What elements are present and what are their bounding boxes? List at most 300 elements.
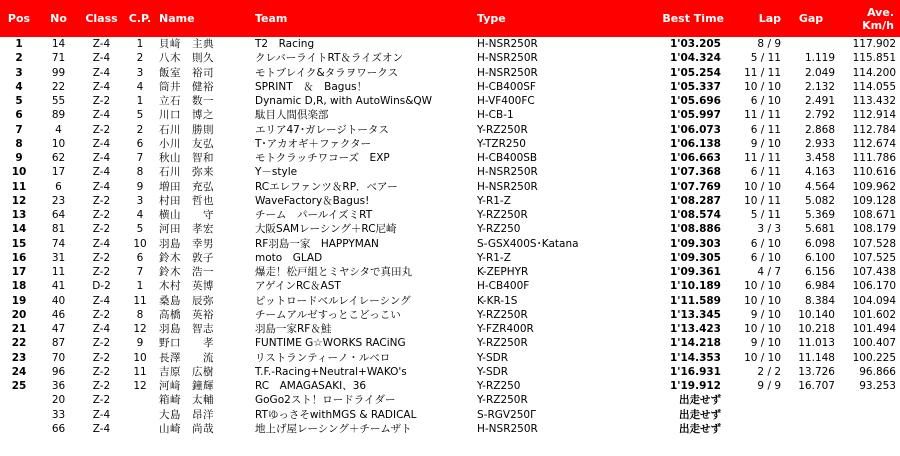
cell-best-time: 1'06.663 (669, 152, 721, 165)
cell-lap: 10 / 10 (744, 351, 781, 364)
cell-best-time: 1'06.138 (669, 137, 721, 150)
table-row (0, 222, 900, 236)
cell-class: Z-4 (92, 166, 111, 179)
cell-type: H-NSR250R (477, 66, 538, 79)
cell-lap: 9 / 9 (757, 380, 781, 393)
table-row (0, 208, 900, 222)
cell-best-time: 1'08.287 (669, 194, 721, 207)
cell-ave: 104.094 (852, 294, 896, 307)
cell-class: Z-2 (92, 223, 111, 236)
cell-cp: 11 (133, 294, 147, 307)
cell-best-time: 出走せず (679, 408, 721, 421)
cell-ave: 101.602 (852, 308, 896, 321)
cell-lap: 5 / 11 (750, 209, 781, 222)
cell-cp: 9 (136, 180, 144, 193)
cell-gap: 11.148 (798, 351, 835, 364)
cell-pos: 25 (11, 380, 27, 393)
cell-name: 河田 孝宏 (159, 223, 214, 236)
cell-team: RF羽島一家 HAPPYMAN (255, 237, 379, 250)
cell-class: Z-4 (92, 323, 111, 336)
cell-best-time: 1'13.345 (669, 308, 721, 321)
cell-ave: 106.170 (852, 280, 896, 293)
cell-lap: 11 / 11 (744, 152, 781, 165)
cell-gap (784, 37, 838, 51)
cell-type: H-CB400SF (477, 80, 536, 93)
cell-pos: 16 (11, 251, 27, 264)
cell-name: 鈴木 浩一 (159, 266, 214, 279)
cell-gap: 6.984 (804, 280, 835, 293)
cell-pos: 9 (15, 152, 23, 165)
cell-team: チーム パールイズミRT (255, 209, 373, 222)
cell-cp: 4 (136, 209, 144, 222)
cell-type: H-CB400F (477, 280, 530, 293)
cell-no: 6 (55, 180, 62, 193)
cell-lap: 10 / 10 (744, 280, 781, 293)
cell-lap: 8 / 9 (757, 38, 781, 51)
cell-no: 96 (51, 365, 66, 378)
cell-cp: 2 (136, 123, 144, 136)
cell-lap: 6 / 10 (750, 95, 781, 108)
cell-best-time: 出走せず (679, 394, 721, 407)
cell-cp: 1 (136, 280, 144, 293)
cell-gap: 2.868 (804, 123, 835, 136)
cell-team: T･アカオギ＋ファクター (255, 137, 372, 150)
cell-lap: 6 / 10 (750, 251, 781, 264)
cell-lap (727, 408, 784, 422)
header-name: Name (159, 12, 195, 25)
cell-pos: 13 (11, 209, 27, 222)
cell-best-time: 1'11.589 (669, 294, 721, 307)
cell-no: 33 (51, 408, 66, 421)
cell-team: moto GLAD (255, 251, 323, 264)
cell-ave: 100.407 (852, 337, 896, 350)
cell-type: Y-RZ250 (477, 380, 521, 393)
cell-class: Z-2 (92, 251, 111, 264)
cell-name: 秋山 智和 (159, 152, 214, 165)
cell-best-time: 1'09.303 (669, 237, 721, 250)
cell-ave: 112.784 (852, 123, 896, 136)
cell-team: T2 Racing (255, 38, 315, 51)
cell-ave: 109.128 (852, 194, 896, 207)
cell-no: 64 (51, 209, 66, 222)
cell-pos: 6 (15, 109, 23, 122)
cell-team: モトブレイク&タラヲワークス (255, 66, 399, 79)
table-row (0, 80, 900, 94)
cell-pos (0, 408, 38, 422)
cell-team: Y－style (255, 166, 298, 179)
cell-team: クレバーライトRT＆ライズオン (255, 52, 403, 65)
cell-name: 石川 勝則 (159, 123, 214, 136)
table-row (0, 237, 900, 251)
table-row (0, 322, 900, 336)
cell-name: 石川 弥来 (159, 166, 214, 179)
cell-gap: 4.564 (804, 180, 835, 193)
table-row (0, 279, 900, 293)
cell-ave: 100.225 (852, 351, 896, 364)
cell-best-time: 1'05.997 (669, 109, 721, 122)
header-no: No (50, 12, 67, 25)
cell-team: 爆走！松戸組とミヤシタで真田丸 (255, 266, 412, 279)
cell-pos: 22 (11, 337, 27, 350)
table-row (0, 308, 900, 322)
cell-cp: 10 (133, 237, 147, 250)
cell-best-time: 1'07.368 (669, 166, 721, 179)
cell-best-time: 1'09.305 (669, 251, 721, 264)
cell-pos: 19 (11, 294, 27, 307)
cell-ave (838, 422, 900, 436)
table-row (0, 94, 900, 108)
cell-best-time: 1'04.324 (669, 52, 721, 65)
cell-team: ピットロードベルレイレーシング (255, 294, 411, 307)
cell-pos: 21 (11, 323, 27, 336)
cell-no: 87 (51, 337, 66, 350)
header-gap: Gap (798, 12, 824, 25)
cell-pos: 14 (11, 223, 27, 236)
cell-team: 羽島一家RF＆鮭 (255, 323, 332, 336)
cell-name: 羽島 智志 (159, 323, 214, 336)
cell-name: 木村 英博 (159, 280, 214, 293)
cell-pos: 10 (11, 166, 27, 179)
header-row (0, 0, 900, 37)
cell-cp (124, 393, 156, 407)
cell-ave: 93.253 (859, 380, 896, 393)
cell-gap (784, 393, 838, 407)
cell-class: Z-4 (92, 80, 111, 93)
cell-pos (0, 422, 38, 436)
cell-gap: 11.013 (798, 337, 835, 350)
table-row (0, 265, 900, 279)
cell-lap: 9 / 10 (750, 308, 781, 321)
cell-ave: 117.902 (852, 38, 896, 51)
cell-team: 地上げ屋レーシング＋チームザト (255, 422, 412, 435)
cell-name: 鈴木 敦子 (159, 251, 214, 264)
cell-ave: 108.671 (852, 209, 896, 222)
cell-type: Y-RZ250R (477, 123, 528, 136)
cell-type: K-KR-1S (477, 294, 518, 307)
cell-class: Z-4 (92, 109, 111, 122)
cell-no: 31 (51, 251, 66, 264)
cell-no: 74 (51, 237, 66, 250)
cell-pos (0, 393, 38, 407)
cell-ave: 107.438 (852, 266, 896, 279)
cell-class: Z-2 (92, 351, 111, 364)
cell-ave: 112.674 (852, 137, 896, 150)
cell-name: 増田 充弘 (159, 180, 214, 193)
cell-gap: 2.491 (804, 95, 835, 108)
header-pos: Pos (7, 12, 31, 25)
cell-pos: 23 (11, 351, 27, 364)
cell-class: Z-2 (92, 394, 111, 407)
cell-class: Z-2 (92, 95, 111, 108)
cell-no: 22 (51, 80, 66, 93)
cell-gap: 5.082 (804, 194, 835, 207)
cell-lap: 10 / 10 (744, 180, 781, 193)
cell-best-time: 1'10.189 (669, 280, 721, 293)
cell-type: H-CB400SB (477, 152, 538, 165)
table-row (0, 294, 900, 308)
cell-best-time: 1'05.337 (669, 80, 721, 93)
cell-lap: 10 / 10 (744, 294, 781, 307)
cell-type: S-GSX400S･Katana (477, 237, 579, 250)
table-row (0, 365, 900, 379)
cell-class: D-2 (92, 280, 111, 293)
cell-gap: 13.726 (798, 365, 835, 378)
cell-lap (727, 422, 784, 436)
cell-cp: 9 (136, 337, 144, 350)
cell-name: 長澤 流 (159, 351, 214, 364)
cell-class: Z-2 (92, 209, 111, 222)
cell-cp (124, 408, 156, 422)
table-row (0, 51, 900, 65)
cell-type: S-RGV250Γ (477, 408, 536, 421)
table-row (0, 379, 900, 393)
cell-name: 河﨑 鐘輝 (159, 380, 214, 393)
cell-cp: 1 (136, 95, 144, 108)
cell-no: 47 (51, 323, 66, 336)
cell-type: Y-SDR (477, 351, 509, 364)
header-ave-label: Ave. (867, 5, 894, 19)
cell-cp: 4 (136, 80, 144, 93)
cell-name: 貝﨑 主典 (159, 38, 214, 51)
cell-team: T.F.-Racing+Neutral+WAKO's (255, 365, 407, 378)
cell-lap: 3 / 3 (757, 223, 781, 236)
cell-pos: 1 (15, 38, 23, 51)
cell-type: Y-TZR250 (477, 137, 526, 150)
cell-type: H-NSR250R (477, 422, 538, 435)
cell-lap: 11 / 11 (744, 109, 781, 122)
cell-pos: 18 (11, 280, 27, 293)
cell-no: 66 (51, 422, 66, 435)
header-team: Team (255, 12, 288, 25)
cell-no: 23 (51, 194, 66, 207)
cell-team: GoGo2スト！ロードライダー (255, 394, 396, 407)
cell-ave: 110.616 (852, 166, 896, 179)
cell-team: RC AMAGASAKI、36 (255, 380, 367, 393)
cell-name: 飯室 裕司 (159, 66, 214, 79)
cell-best-time: 1'05.696 (669, 95, 721, 108)
table-header (0, 0, 900, 37)
cell-no: 46 (51, 308, 66, 321)
cell-best-time: 1'13.423 (669, 323, 721, 336)
cell-lap: 4 / 7 (757, 266, 781, 279)
cell-lap: 10 / 10 (744, 80, 781, 93)
cell-class: Z-2 (92, 266, 111, 279)
cell-name: 川口 博之 (159, 109, 214, 122)
cell-best-time: 1'07.769 (669, 180, 721, 193)
cell-ave: 96.866 (859, 365, 896, 378)
cell-ave: 114.055 (852, 80, 896, 93)
cell-gap (784, 422, 838, 436)
cell-name: 吉原 広樹 (159, 365, 214, 378)
cell-class: Z-4 (92, 38, 111, 51)
cell-class: Z-4 (92, 52, 111, 65)
cell-pos: 17 (11, 266, 27, 279)
cell-type: Y-R1-Z (477, 194, 511, 207)
cell-ave: 107.528 (852, 237, 896, 250)
cell-best-time: 1'08.886 (669, 223, 721, 236)
cell-ave (838, 393, 900, 407)
table-row (0, 393, 900, 407)
cell-cp: 10 (133, 351, 147, 364)
cell-ave: 108.179 (852, 223, 896, 236)
cell-gap (784, 408, 838, 422)
table-row (0, 123, 900, 137)
cell-type: Y-FZR400R (477, 323, 534, 336)
cell-no: 36 (51, 380, 66, 393)
cell-pos: 12 (11, 194, 27, 207)
cell-name: 立石 数一 (159, 95, 214, 108)
cell-pos: 3 (15, 66, 23, 79)
table-row (0, 151, 900, 165)
cell-best-time: 1'16.931 (669, 365, 721, 378)
cell-class: Z-4 (92, 66, 111, 79)
cell-pos: 7 (15, 123, 23, 136)
cell-lap: 10 / 10 (744, 323, 781, 336)
cell-class: Z-4 (92, 152, 111, 165)
cell-cp: 7 (136, 152, 144, 165)
cell-lap: 10 / 11 (744, 194, 781, 207)
cell-cp: 5 (136, 223, 144, 236)
cell-lap: 2 / 2 (757, 365, 781, 378)
cell-name: 野口 孝 (159, 337, 214, 350)
cell-pos: 4 (15, 80, 23, 93)
cell-name: 羽島 幸男 (159, 237, 214, 250)
header-lap: Lap (758, 12, 781, 25)
cell-no: 89 (51, 109, 66, 122)
cell-gap: 3.458 (804, 152, 835, 165)
header-ave-unit: Km/h (862, 18, 894, 32)
cell-name: 小川 友弘 (159, 137, 214, 150)
cell-team: アゲインRC＆AST (255, 280, 341, 293)
cell-class: Z-2 (92, 308, 111, 321)
cell-team: FUNTIME G☆WORKS RACiNG (255, 337, 406, 350)
table-row (0, 351, 900, 365)
cell-cp: 7 (136, 266, 144, 279)
cell-lap: 9 / 10 (750, 137, 781, 150)
cell-ave: 109.962 (852, 180, 896, 193)
cell-class: Z-2 (92, 194, 111, 207)
table-row (0, 108, 900, 122)
cell-gap: 4.163 (804, 166, 835, 179)
cell-best-time: 1'14.353 (669, 351, 721, 364)
table-row (0, 37, 900, 51)
cell-no: 20 (51, 394, 66, 407)
table-row (0, 251, 900, 265)
cell-cp (124, 422, 156, 436)
cell-no: 81 (51, 223, 66, 236)
cell-cp: 12 (133, 380, 147, 393)
cell-name: 山崎 尚哉 (159, 422, 214, 435)
cell-cp: 2 (136, 52, 144, 65)
cell-gap: 10.218 (798, 323, 835, 336)
cell-cp: 1 (136, 38, 144, 51)
cell-no: 99 (51, 66, 66, 79)
cell-team: 駄目人間倶楽部 (255, 109, 329, 122)
cell-no: 10 (51, 137, 66, 150)
cell-gap: 6.100 (804, 251, 835, 264)
cell-gap: 6.156 (804, 266, 835, 279)
cell-class: Z-4 (92, 237, 111, 250)
cell-cp: 3 (136, 66, 144, 79)
header-ave (838, 0, 900, 37)
cell-type: Y-RZ250R (477, 337, 528, 350)
cell-name: 横山 守 (159, 209, 214, 222)
table-row (0, 336, 900, 350)
table-row (0, 66, 900, 80)
cell-type: H-NSR250R (477, 166, 538, 179)
cell-cp: 12 (133, 323, 147, 336)
cell-best-time: 1'09.361 (669, 266, 721, 279)
cell-class: Z-4 (92, 422, 111, 435)
cell-type: Y-RZ250 (477, 223, 521, 236)
cell-type: H-CB-1 (477, 109, 514, 122)
cell-gap: 1.119 (804, 52, 835, 65)
cell-pos: 11 (11, 180, 27, 193)
cell-lap: 11 / 11 (744, 66, 781, 79)
cell-team: WaveFactory＆Bagus! (255, 194, 370, 207)
cell-cp: 8 (136, 166, 144, 179)
table-row (0, 180, 900, 194)
cell-pos: 15 (11, 237, 27, 250)
cell-name: 八木 則久 (159, 52, 214, 65)
cell-team: SPRINT ＆ Bagus！ (255, 80, 368, 93)
cell-type: Y-R1-Z (477, 251, 511, 264)
cell-pos: 5 (15, 95, 23, 108)
cell-team: リストランティーノ・ルベロ (255, 351, 391, 364)
cell-lap (727, 393, 784, 407)
cell-ave: 112.914 (852, 109, 896, 122)
cell-no: 70 (51, 351, 66, 364)
cell-team: モトクラッチワコーズ EXP (255, 152, 390, 165)
cell-class: Z-4 (92, 180, 111, 193)
cell-class: Z-2 (92, 123, 111, 136)
cell-best-time: 1'14.218 (669, 337, 721, 350)
cell-type: H-VF400FC (477, 95, 535, 108)
cell-gap: 16.707 (798, 380, 835, 393)
cell-pos: 2 (15, 52, 23, 65)
cell-type: Y-RZ250R (477, 209, 528, 222)
cell-ave (838, 408, 900, 422)
cell-ave: 114.200 (852, 66, 896, 79)
cell-type: H-NSR250R (477, 52, 538, 65)
table-row (0, 408, 900, 422)
cell-pos: 8 (15, 137, 23, 150)
cell-pos: 24 (11, 365, 27, 378)
cell-no: 40 (51, 294, 66, 307)
cell-gap: 10.140 (798, 308, 835, 321)
cell-name: 桑島 辰弥 (159, 294, 214, 307)
cell-ave: 101.494 (852, 323, 896, 336)
cell-lap: 6 / 11 (750, 123, 781, 136)
cell-team: RTゆっさそwithMGS & RADICAL (255, 408, 417, 421)
cell-gap: 2.933 (804, 137, 835, 150)
cell-type: K-ZEPHYR (477, 266, 529, 279)
cell-name: 大島 昂洋 (159, 408, 214, 421)
cell-type: Y-SDR (477, 365, 509, 378)
cell-ave: 111.786 (852, 152, 896, 165)
cell-class: Z-4 (92, 137, 111, 150)
cell-lap: 5 / 11 (750, 52, 781, 65)
cell-cp: 11 (133, 365, 147, 378)
cell-team: チームアルゼすっとこどっこい (255, 308, 401, 321)
cell-gap: 6.098 (804, 237, 835, 250)
cell-best-time: 1'06.073 (669, 123, 721, 136)
cell-ave: 107.525 (852, 251, 896, 264)
cell-pos: 20 (11, 308, 27, 321)
cell-type: Y-RZ250R (477, 394, 528, 407)
cell-class: Z-4 (92, 408, 111, 421)
cell-no: 17 (51, 166, 66, 179)
